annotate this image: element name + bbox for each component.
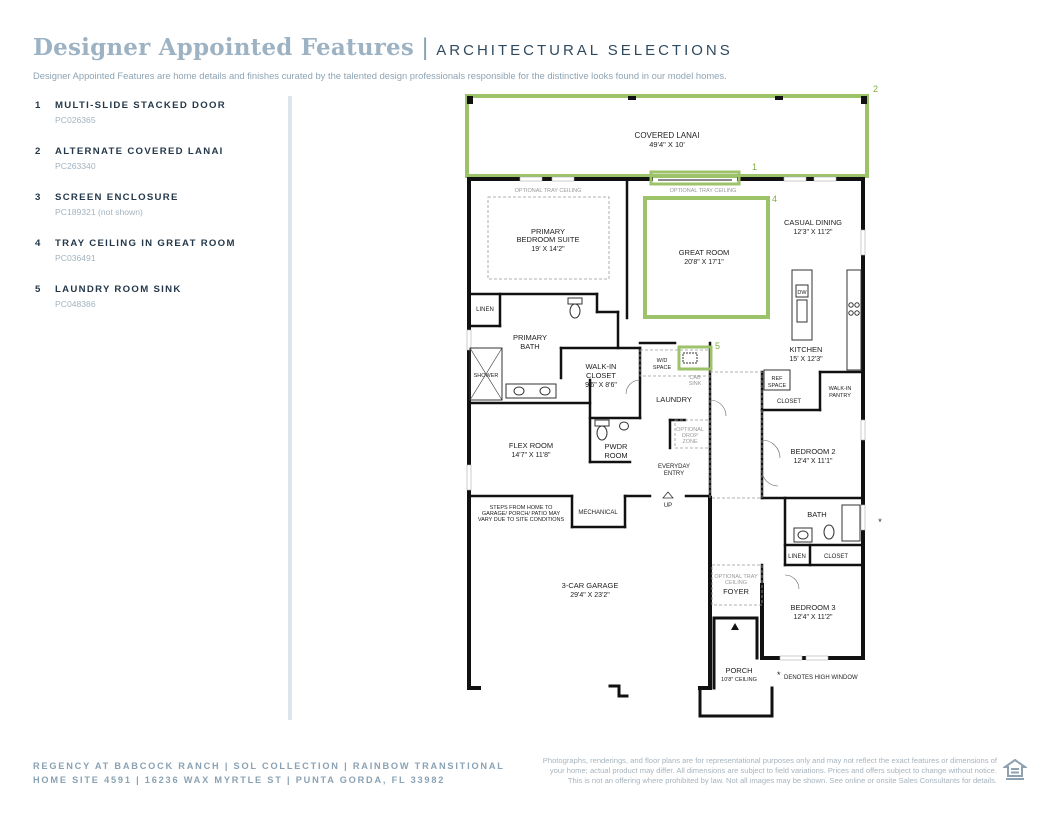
footer-disclaimer [527, 756, 997, 786]
high-window-marker: * [878, 517, 882, 527]
high-window-legend: DENOTES HIGH WINDOW [784, 675, 858, 681]
footer-community: REGENCY AT BABCOCK RANCH | SOL COLLECTION | RAINBOW TRANSITIONAL [33, 761, 505, 771]
floor-plan [460, 84, 890, 724]
marker-5: 5 [715, 341, 721, 351]
linen-label: LINEN [476, 307, 494, 313]
feature-item [35, 192, 275, 238]
garage-label: 3-CAR GARAGE [561, 581, 619, 590]
great-room-dimensions: 20'8" X 17'1" [684, 259, 724, 266]
porch-ceiling-label: 10'8" CEILING [721, 677, 757, 683]
feature-number: 1 [35, 100, 42, 111]
disclaimer-line: your home; actual product may differ. All dimensions are subject to field variations. Prices and offers subject to change without notice. [549, 766, 997, 775]
bedroom2-dimensions: 12'4" X 11'1" [793, 458, 833, 465]
divider-bar [288, 96, 292, 720]
title-separator: | [422, 34, 429, 61]
porch-label: PORCH [725, 666, 753, 675]
feature-item [35, 238, 275, 284]
feature-name: SCREEN ENCLOSURE [55, 192, 179, 203]
tray-ceiling-highlight [645, 198, 768, 317]
linen-label-2: LINEN [788, 554, 806, 560]
foyer-optional-label: OPTIONAL TRAY [714, 574, 758, 580]
feature-code: PC189321 (not shown) [55, 207, 143, 217]
flex-room-label: FLEX ROOM [508, 441, 554, 450]
up-label: UP [663, 503, 673, 509]
disclaimer-line: This is not an offering where prohibited by law. Not all images may be shown. See online or onsite Sales Consultants for details. [567, 776, 997, 785]
flex-room-dimensions: 14'7" X 11'8" [511, 452, 551, 459]
drop-zone-label-3: ZONE [682, 439, 698, 445]
optional-tray-ceiling-label: OPTIONAL TRAY CEILING [669, 188, 737, 194]
feature-code: PC026365 [55, 115, 96, 125]
entry-arrow-icon [731, 623, 739, 630]
feature-code: PC048386 [55, 299, 96, 309]
primary-suite-label: PRIMARY [530, 227, 566, 236]
foyer-optional-label-2: CEILING [724, 580, 748, 586]
floor-plan-drawing [460, 84, 890, 724]
feature-name: TRAY CEILING IN GREAT ROOM [55, 238, 236, 249]
bedroom2-label: BEDROOM 2 [790, 447, 836, 456]
footer-address [33, 759, 505, 787]
garage-dimensions: 29'4" X 23'2" [570, 592, 610, 599]
primary-suite-label-2: BEDROOM SUITE [516, 235, 580, 244]
walkin-closet-label: WALK-IN [585, 362, 617, 371]
drop-zone-label-2: DROP [682, 433, 698, 439]
powder-room-label-2: ROOM [604, 451, 628, 460]
great-room-label: GREAT ROOM [678, 248, 730, 257]
mechanical-label: MECHANICAL [578, 510, 618, 516]
feature-code: PC036491 [55, 253, 96, 263]
laundry-label: LAUNDRY [656, 395, 692, 404]
footer-homesite: HOME SITE 4591 | 16236 WAX MYRTLE ST | PUNTA GORDA, FL 33982 [33, 775, 446, 785]
feature-number: 5 [35, 284, 42, 295]
bedroom3-label: BEDROOM 3 [790, 603, 836, 612]
disclaimer-line: Photographs, renderings, and floor plans are for representational purposes only and may not reflect the exact features or dimensions of [542, 756, 997, 765]
closet-label-2: CLOSET [823, 554, 849, 560]
primary-bath-label-2: BATH [520, 342, 540, 351]
everyday-entry-label: EVERYDAY [657, 464, 691, 470]
kitchen-label: KITCHEN [789, 345, 823, 354]
walkin-pantry-label: WALK-IN [828, 386, 852, 392]
up-arrow-icon [663, 492, 673, 498]
casual-dining-label: CASUAL DINING [783, 218, 843, 227]
page-title: Designer Appointed Features [33, 34, 415, 61]
walkin-closet-label-2: CLOSET [585, 371, 617, 380]
wd-space-label: W/D [656, 358, 668, 364]
marker-4: 4 [772, 194, 778, 204]
drop-zone-label: OPTIONAL [676, 427, 704, 433]
cab-sink-label: CAB [689, 375, 701, 381]
kitchen-dimensions: 15' X 12'3" [789, 356, 823, 363]
feature-name: MULTI-SLIDE STACKED DOOR [55, 100, 227, 111]
walkin-pantry-label-2: PANTRY [829, 393, 851, 399]
windows [467, 177, 865, 660]
page-description: Designer Appointed Features are home details and finishes curated by the talented design professionals responsible for the distinctive looks found in our model homes. [33, 70, 727, 81]
steps-note-3: VARY DUE TO SITE CONDITIONS [477, 517, 565, 523]
title-row [33, 34, 1033, 62]
bath-label: BATH [807, 510, 827, 519]
steps-note: STEPS FROM HOME TO [489, 505, 553, 511]
wd-space-label-2: SPACE [652, 365, 672, 371]
selected-feature-highlights [645, 172, 768, 369]
feature-code: PC263340 [55, 161, 96, 171]
feature-name: ALTERNATE COVERED LANAI [55, 146, 224, 157]
marker-1: 1 [752, 162, 758, 172]
feature-item [35, 100, 275, 146]
primary-bath-label: PRIMARY [512, 333, 548, 342]
feature-number: 3 [35, 192, 42, 203]
shower-label: SHOWER [473, 373, 499, 379]
bedroom3-dimensions: 12'4" X 11'2" [793, 614, 833, 621]
page-header [33, 34, 1033, 81]
casual-dining-dimensions: 12'3" X 11'2" [793, 229, 833, 236]
equal-housing-icon [1003, 758, 1027, 782]
ref-space-label-2: SPACE [767, 383, 787, 389]
lanai-dimensions: 49'4" X 10' [649, 140, 685, 149]
powder-room-label: PWDR [604, 442, 628, 451]
feature-item [35, 284, 275, 330]
steps-note-2: GARAGE/ PORCH/ PATIO MAY [481, 511, 561, 517]
foyer-label: FOYER [723, 587, 749, 596]
ref-space-label: REF [771, 376, 783, 382]
everyday-entry-label-2: ENTRY [663, 471, 685, 477]
feature-number: 4 [35, 238, 42, 249]
feature-list [35, 100, 275, 330]
marker-2: 2 [873, 84, 879, 94]
high-window-legend-star: * [777, 670, 781, 680]
lanai-label: COVERED LANAI [634, 131, 700, 140]
walkin-closet-dimensions: 9'6" X 8'6" [585, 382, 617, 389]
cab-sink-label-2: SINK [688, 381, 702, 387]
closet-label: CLOSET [776, 399, 802, 405]
optional-tray-ceiling-label: OPTIONAL TRAY CEILING [514, 188, 582, 194]
door-swings [626, 380, 802, 589]
feature-number: 2 [35, 146, 42, 157]
dishwasher-label: DW [797, 290, 807, 296]
section-subtitle: ARCHITECTURAL SELECTIONS [436, 42, 733, 59]
primary-suite-dimensions: 19' X 14'2" [531, 246, 565, 253]
feature-item [35, 146, 275, 192]
feature-name: LAUNDRY ROOM SINK [55, 284, 182, 295]
